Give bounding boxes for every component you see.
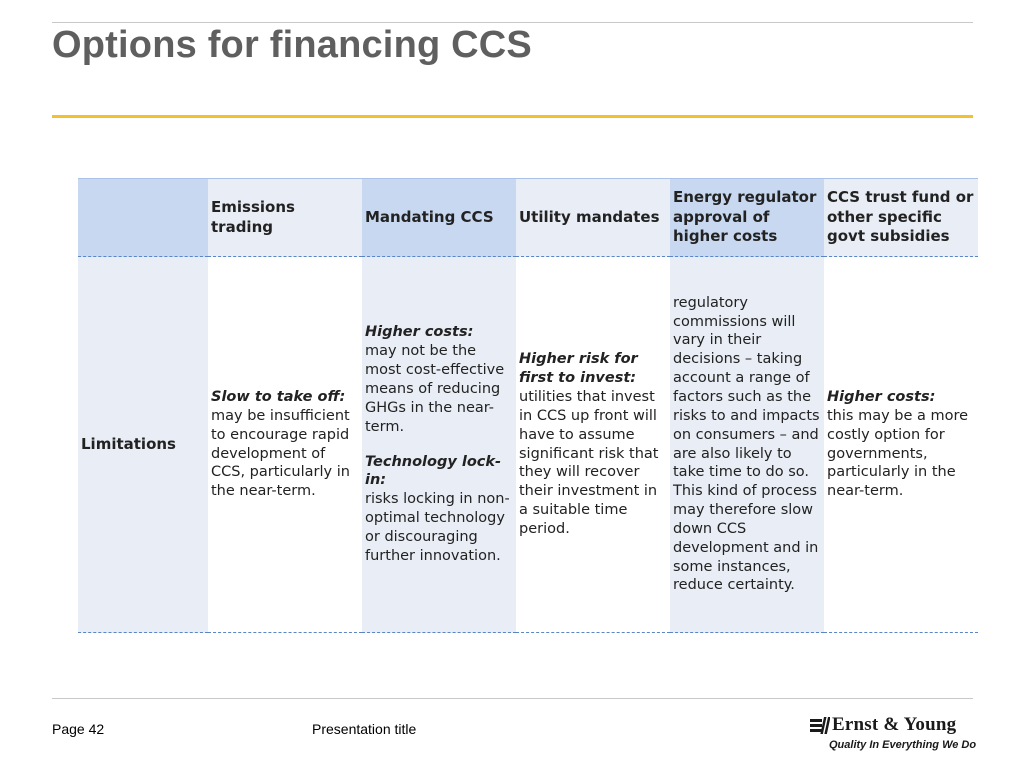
cell-text: may not be the most cost-effective means of reducing GHGs in the near-term.	[365, 343, 505, 435]
cell-text: regulatory commissions will vary in their decisions – taking account a range of factors such as the risks to and impacts on consumers – and are also likely to take time to do so. This kind of process may therefore slow down CCS development and in some instances, reduce certainty.	[673, 294, 820, 594]
cell-spacer	[365, 437, 514, 453]
logo-tagline: Quality In Everything We Do	[829, 739, 977, 751]
comparison-table	[78, 178, 978, 633]
header-utility-mandates: Utility mandates	[516, 179, 670, 257]
cell-heading: Technology lock-in:	[365, 453, 502, 489]
footer-rule	[52, 698, 973, 699]
cell-text: this may be a more costly option for governments, particularly in the near-term.	[827, 407, 969, 500]
cell-utility-mandates	[516, 257, 670, 633]
cell-heading: Higher costs:	[365, 324, 474, 341]
cell-emissions-trading	[208, 257, 362, 633]
cell-heading: Slow to take off:	[211, 388, 346, 405]
header-energy-regulator: Energy regulator approval of higher costs	[670, 179, 824, 257]
cell-trust-fund	[824, 257, 978, 633]
table-row-limitations	[78, 257, 978, 633]
financing-options-table	[78, 178, 978, 632]
cell-energy-regulator	[670, 257, 824, 633]
cell-heading: Higher risk for first to invest:	[519, 351, 638, 387]
cell-text: may be insufficient to encourage rapid development of CCS, particularly in the near-term.	[211, 407, 350, 500]
presentation-title: Presentation title	[312, 721, 417, 737]
header-mandating-ccs: Mandating CCS	[362, 179, 516, 257]
page-number: Page 42	[52, 721, 105, 737]
logo-wordmark: Ernst & Young	[832, 714, 957, 735]
cell-mandating-ccs	[362, 257, 516, 633]
cell-heading: Higher costs:	[827, 388, 936, 405]
header-emissions-trading: Emissions trading	[208, 179, 362, 257]
row-label-limitations: Limitations	[78, 257, 208, 633]
title-accent-rule	[52, 115, 973, 118]
ey-logo-mark-icon	[810, 717, 830, 734]
top-rule	[52, 22, 973, 23]
header-corner-cell	[78, 179, 208, 257]
cell-text: risks locking in non-optimal technology or discouraging further innovation.	[365, 491, 510, 564]
cell-text: utilities that invest in CCS up front will have to assume significant risk that they will recover their investment in a suitable time period.	[519, 388, 659, 537]
slide-title: Options for financing CCS	[52, 24, 532, 66]
table-header-row	[78, 179, 978, 257]
company-logo	[806, 714, 978, 754]
header-trust-fund: CCS trust fund or other specific govt subsidies	[824, 179, 978, 257]
